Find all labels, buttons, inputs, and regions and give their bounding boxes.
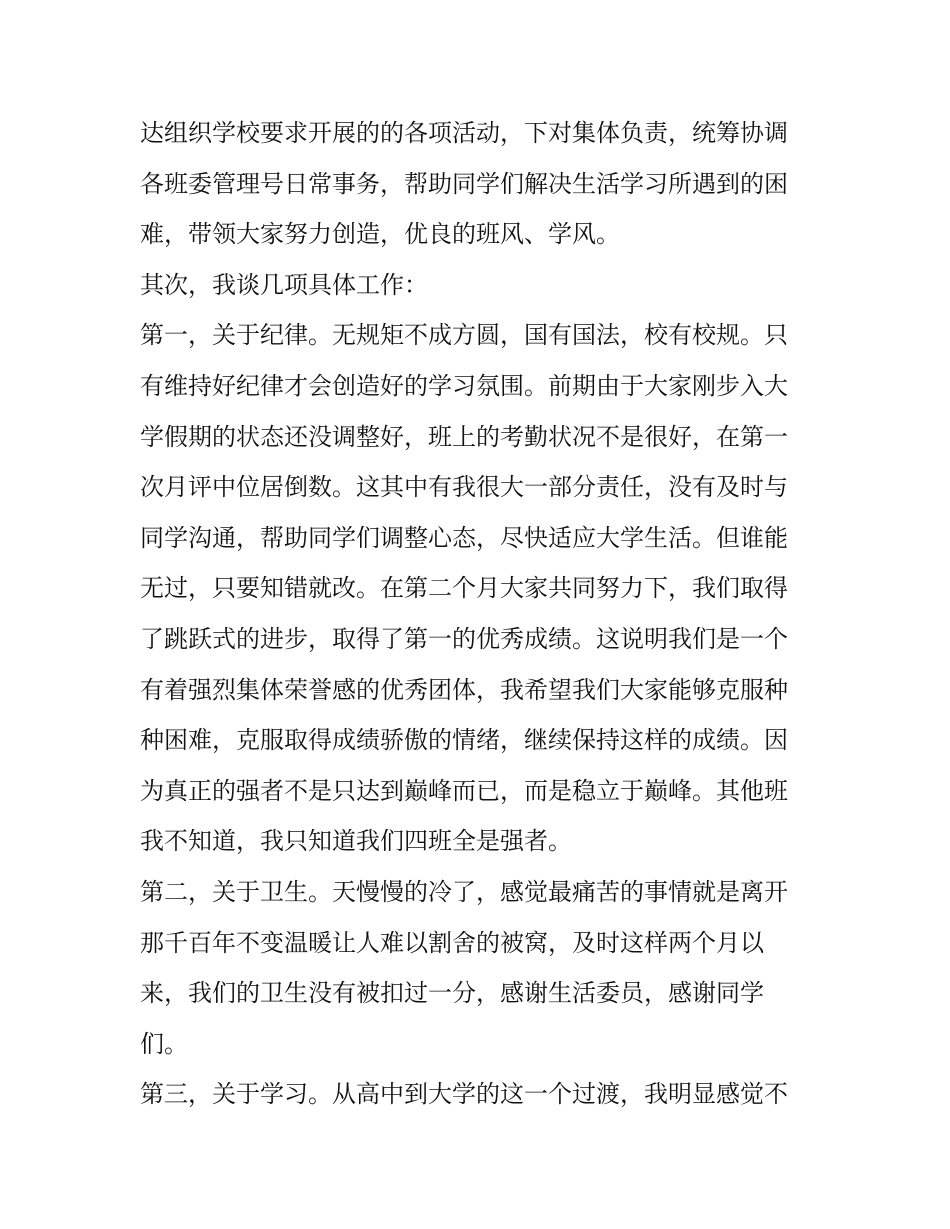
paragraph-4	[140, 867, 815, 1069]
paragraph-1	[140, 108, 815, 260]
text-line: 各班委管理号日常事务，帮助同学们解决生活学习所遇到的困	[140, 169, 788, 198]
text-line: 难，带领大家努力创造，优良的班风、学风。	[140, 220, 620, 249]
paragraph-3	[140, 310, 815, 867]
text-line: 了跳跃式的进步，取得了第一的优秀成绩。这说明我们是一个	[140, 624, 788, 653]
document-body	[140, 108, 815, 1120]
text-line: 第二，关于卫生。天慢慢的冷了，感觉最痛苦的事情就是离开	[140, 877, 788, 906]
text-line: 有维持好纪律才会创造好的学习氛围。前期由于大家刚步入大	[140, 371, 788, 400]
text-line: 们。	[140, 1029, 188, 1058]
text-line: 第三，关于学习。从高中到大学的这一个过渡，我明显感觉不	[140, 1080, 788, 1109]
text-line: 种困难，克服取得成绩骄傲的情绪，继续保持这样的成绩。因	[140, 726, 788, 755]
text-line: 为真正的强者不是只达到巅峰而已，而是稳立于巅峰。其他班	[140, 776, 788, 805]
text-line: 次月评中位居倒数。这其中有我很大一部分责任，没有及时与	[140, 473, 788, 502]
paragraph-5	[140, 1069, 815, 1120]
text-line: 我不知道，我只知道我们四班全是强者。	[140, 827, 572, 856]
text-line: 那千百年不变温暖让人难以割舍的被窝，及时这样两个月以	[140, 928, 764, 957]
text-line: 同学沟通，帮助同学们调整心态，尽快适应大学生活。但谁能	[140, 523, 788, 552]
text-line: 第一，关于纪律。无规矩不成方圆，国有国法，校有校规。只	[140, 321, 788, 350]
text-line: 达组织学校要求开展的的各项活动，下对集体负责，统筹协调	[140, 119, 788, 147]
paragraph-2	[140, 260, 815, 311]
text-line: 其次，我谈几项具体工作：	[140, 270, 428, 299]
text-line: 学假期的状态还没调整好，班上的考勤状况不是很好，在第一	[140, 422, 788, 451]
text-line: 有着强烈集体荣誉感的优秀团体，我希望我们大家能够克服种	[140, 675, 788, 704]
text-line: 无过，只要知错就改。在第二个月大家共同努力下，我们取得	[140, 574, 788, 603]
text-line: 来，我们的卫生没有被扣过一分，感谢生活委员，感谢同学	[140, 979, 764, 1008]
